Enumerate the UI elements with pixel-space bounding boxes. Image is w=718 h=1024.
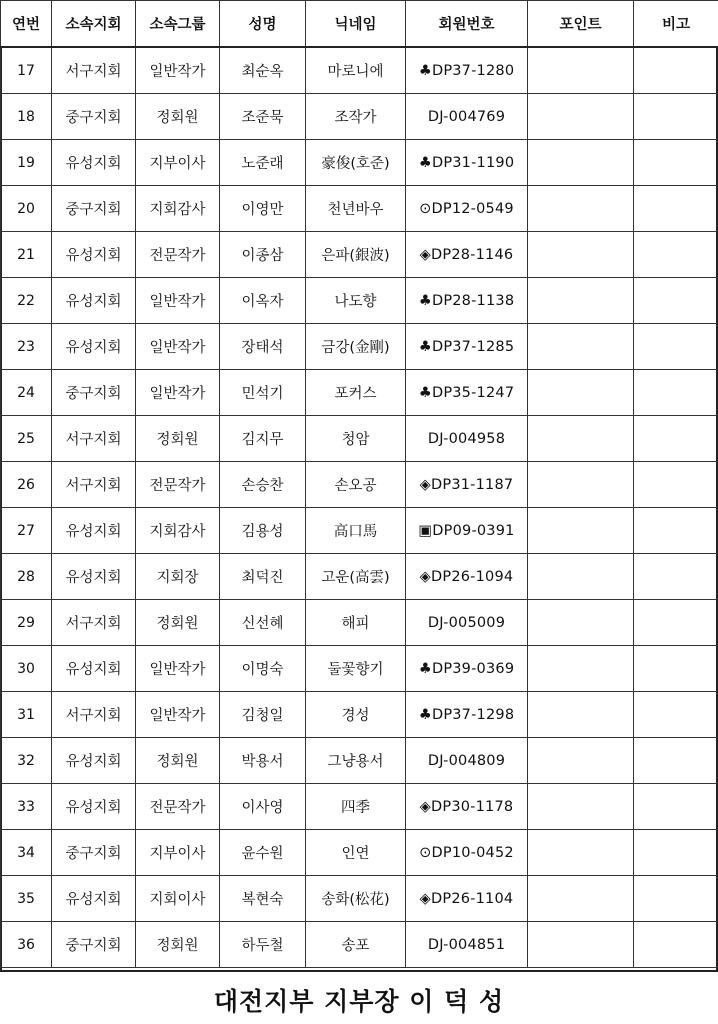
seq-no-cell: 31: [1, 692, 52, 738]
note-cell: [634, 876, 718, 922]
member-no-cell: ⊙DP12-0549: [406, 186, 528, 232]
name-cell: 이사영: [220, 784, 306, 830]
point-cell: [528, 186, 634, 232]
member-no-cell: ◈DP30-1178: [406, 784, 528, 830]
name-cell: 이종삼: [220, 232, 306, 278]
note-cell: [634, 232, 718, 278]
table-row: [1, 140, 718, 186]
seq-no-cell: 24: [1, 370, 52, 416]
member-no-cell: ◈DP31-1187: [406, 462, 528, 508]
nickname-cell: 高口馬: [306, 508, 406, 554]
name-cell: 윤수원: [220, 830, 306, 876]
chapter-cell: 중구지회: [52, 94, 136, 140]
point-cell: [528, 140, 634, 186]
chapter-cell: 유성지회: [52, 324, 136, 370]
note-cell: [634, 370, 718, 416]
chapter-cell: 유성지회: [52, 876, 136, 922]
note-cell: [634, 784, 718, 830]
header-member-no: 회원번호: [406, 1, 528, 48]
note-cell: [634, 186, 718, 232]
member-no-cell: ♣DP28-1138: [406, 278, 528, 324]
nickname-cell: 그냥용서: [306, 738, 406, 784]
table-row: [1, 94, 718, 140]
chapter-cell: 유성지회: [52, 554, 136, 600]
nickname-cell: 나도향: [306, 278, 406, 324]
member-no-cell: ♣DP31-1190: [406, 140, 528, 186]
member-no-cell: ◈DP26-1094: [406, 554, 528, 600]
group-cell: 정회원: [136, 738, 220, 784]
chapter-cell: 중구지회: [52, 922, 136, 968]
member-no-cell: ♣DP37-1298: [406, 692, 528, 738]
note-cell: [634, 738, 718, 784]
seq-no-cell: 25: [1, 416, 52, 462]
point-cell: [528, 876, 634, 922]
chapter-cell: 유성지회: [52, 508, 136, 554]
note-cell: [634, 646, 718, 692]
nickname-cell: 둘꽃향기: [306, 646, 406, 692]
nickname-cell: 천년바우: [306, 186, 406, 232]
member-no-cell: ♣DP35-1247: [406, 370, 528, 416]
name-cell: 노준래: [220, 140, 306, 186]
header-nickname: 닉네임: [306, 1, 406, 48]
group-cell: 지회장: [136, 554, 220, 600]
member-no-cell: ◈DP28-1146: [406, 232, 528, 278]
group-cell: 일반작가: [136, 646, 220, 692]
chapter-cell: 유성지회: [52, 738, 136, 784]
point-cell: [528, 646, 634, 692]
note-cell: [634, 94, 718, 140]
seq-no-cell: 18: [1, 94, 52, 140]
point-cell: [528, 692, 634, 738]
seq-no-cell: 27: [1, 508, 52, 554]
point-cell: [528, 738, 634, 784]
member-no-cell: DJ-004769: [406, 94, 528, 140]
nickname-cell: 豪俊(호준): [306, 140, 406, 186]
chapter-cell: 중구지회: [52, 830, 136, 876]
note-cell: [634, 462, 718, 508]
note-cell: [634, 830, 718, 876]
header-group: 소속그룹: [136, 1, 220, 48]
point-cell: [528, 278, 634, 324]
point-cell: [528, 922, 634, 968]
chapter-cell: 유성지회: [52, 232, 136, 278]
note-cell: [634, 508, 718, 554]
nickname-cell: 포커스: [306, 370, 406, 416]
point-cell: [528, 462, 634, 508]
name-cell: 복현숙: [220, 876, 306, 922]
seq-no-cell: 35: [1, 876, 52, 922]
member-no-cell: DJ-005009: [406, 600, 528, 646]
nickname-cell: 청암: [306, 416, 406, 462]
table-row: [1, 646, 718, 692]
point-cell: [528, 830, 634, 876]
header-seq-no: 연번: [1, 1, 52, 48]
table-row: [1, 738, 718, 784]
member-no-cell: ▣DP09-0391: [406, 508, 528, 554]
chapter-cell: 유성지회: [52, 646, 136, 692]
chapter-cell: 유성지회: [52, 784, 136, 830]
seq-no-cell: 29: [1, 600, 52, 646]
member-no-cell: ♣DP39-0369: [406, 646, 528, 692]
chapter-cell: 서구지회: [52, 692, 136, 738]
nickname-cell: 인연: [306, 830, 406, 876]
name-cell: 신선혜: [220, 600, 306, 646]
group-cell: 정회원: [136, 94, 220, 140]
seq-no-cell: 32: [1, 738, 52, 784]
nickname-cell: 금강(金剛): [306, 324, 406, 370]
table-row: [1, 278, 718, 324]
seq-no-cell: 28: [1, 554, 52, 600]
group-cell: 일반작가: [136, 324, 220, 370]
name-cell: 장태석: [220, 324, 306, 370]
note-cell: [634, 47, 718, 94]
point-cell: [528, 94, 634, 140]
table-row: [1, 830, 718, 876]
nickname-cell: 고운(高雲): [306, 554, 406, 600]
table-row: [1, 508, 718, 554]
group-cell: 일반작가: [136, 370, 220, 416]
note-cell: [634, 692, 718, 738]
point-cell: [528, 47, 634, 94]
group-cell: 전문작가: [136, 232, 220, 278]
seq-no-cell: 34: [1, 830, 52, 876]
nickname-cell: 해피: [306, 600, 406, 646]
table-row: [1, 186, 718, 232]
nickname-cell: 송화(松花): [306, 876, 406, 922]
seq-no-cell: 30: [1, 646, 52, 692]
seq-no-cell: 22: [1, 278, 52, 324]
group-cell: 일반작가: [136, 47, 220, 94]
group-cell: 전문작가: [136, 462, 220, 508]
signature-line: 대전지부 지부장 이 덕 성: [213, 987, 505, 1016]
table-row: [1, 692, 718, 738]
nickname-cell: 마로니에: [306, 47, 406, 94]
name-cell: 이영만: [220, 186, 306, 232]
chapter-cell: 유성지회: [52, 140, 136, 186]
note-cell: [634, 278, 718, 324]
point-cell: [528, 232, 634, 278]
note-cell: [634, 922, 718, 968]
point-cell: [528, 600, 634, 646]
group-cell: 전문작가: [136, 784, 220, 830]
chapter-cell: 서구지회: [52, 600, 136, 646]
member-no-cell: DJ-004851: [406, 922, 528, 968]
seq-no-cell: 33: [1, 784, 52, 830]
seq-no-cell: 19: [1, 140, 52, 186]
point-cell: [528, 370, 634, 416]
group-cell: 지부이사: [136, 830, 220, 876]
header-note: 비고: [634, 1, 718, 48]
nickname-cell: 송포: [306, 922, 406, 968]
name-cell: 김용성: [220, 508, 306, 554]
member-no-cell: DJ-004809: [406, 738, 528, 784]
table-row: [1, 876, 718, 922]
name-cell: 하두철: [220, 922, 306, 968]
note-cell: [634, 324, 718, 370]
point-cell: [528, 416, 634, 462]
table-row: [1, 232, 718, 278]
name-cell: 최덕진: [220, 554, 306, 600]
name-cell: 손승찬: [220, 462, 306, 508]
seq-no-cell: 21: [1, 232, 52, 278]
table-row: [1, 416, 718, 462]
seq-no-cell: 23: [1, 324, 52, 370]
chapter-cell: 중구지회: [52, 186, 136, 232]
table-row: [1, 324, 718, 370]
chapter-cell: 유성지회: [52, 278, 136, 324]
note-cell: [634, 416, 718, 462]
note-cell: [634, 140, 718, 186]
seq-no-cell: 20: [1, 186, 52, 232]
chapter-cell: 서구지회: [52, 416, 136, 462]
table-row: [1, 600, 718, 646]
chapter-cell: 중구지회: [52, 370, 136, 416]
header-point: 포인트: [528, 1, 634, 48]
group-cell: 지회감사: [136, 508, 220, 554]
name-cell: 김청일: [220, 692, 306, 738]
member-no-cell: ⊙DP10-0452: [406, 830, 528, 876]
group-cell: 지회이사: [136, 876, 220, 922]
seq-no-cell: 36: [1, 922, 52, 968]
nickname-cell: 은파(銀波): [306, 232, 406, 278]
point-cell: [528, 784, 634, 830]
nickname-cell: 조작가: [306, 94, 406, 140]
group-cell: 지부이사: [136, 140, 220, 186]
table-row: [1, 784, 718, 830]
name-cell: 조준묵: [220, 94, 306, 140]
point-cell: [528, 508, 634, 554]
member-no-cell: ♣DP37-1285: [406, 324, 528, 370]
group-cell: 정회원: [136, 416, 220, 462]
table-row: [1, 462, 718, 508]
point-cell: [528, 554, 634, 600]
chapter-cell: 서구지회: [52, 47, 136, 94]
table-row: [1, 554, 718, 600]
header-chapter: 소속지회: [52, 1, 136, 48]
member-no-cell: ♣DP37-1280: [406, 47, 528, 94]
name-cell: 이명숙: [220, 646, 306, 692]
nickname-cell: 손오공: [306, 462, 406, 508]
name-cell: 민석기: [220, 370, 306, 416]
member-no-cell: ◈DP26-1104: [406, 876, 528, 922]
table-row: [1, 922, 718, 968]
table-row: [1, 370, 718, 416]
chapter-cell: 서구지회: [52, 462, 136, 508]
seq-no-cell: 17: [1, 47, 52, 94]
nickname-cell: 四季: [306, 784, 406, 830]
group-cell: 일반작가: [136, 692, 220, 738]
note-cell: [634, 554, 718, 600]
table-header: [1, 1, 718, 48]
group-cell: 정회원: [136, 600, 220, 646]
group-cell: 지회감사: [136, 186, 220, 232]
name-cell: 박용서: [220, 738, 306, 784]
name-cell: 김지무: [220, 416, 306, 462]
table-body: [1, 47, 718, 968]
seq-no-cell: 26: [1, 462, 52, 508]
table-row: [1, 47, 718, 94]
header-row: [1, 1, 718, 48]
member-no-cell: DJ-004958: [406, 416, 528, 462]
name-cell: 이옥자: [220, 278, 306, 324]
group-cell: 정회원: [136, 922, 220, 968]
group-cell: 일반작가: [136, 278, 220, 324]
point-cell: [528, 324, 634, 370]
header-name: 성명: [220, 1, 306, 48]
name-cell: 최순옥: [220, 47, 306, 94]
nickname-cell: 경성: [306, 692, 406, 738]
note-cell: [634, 600, 718, 646]
